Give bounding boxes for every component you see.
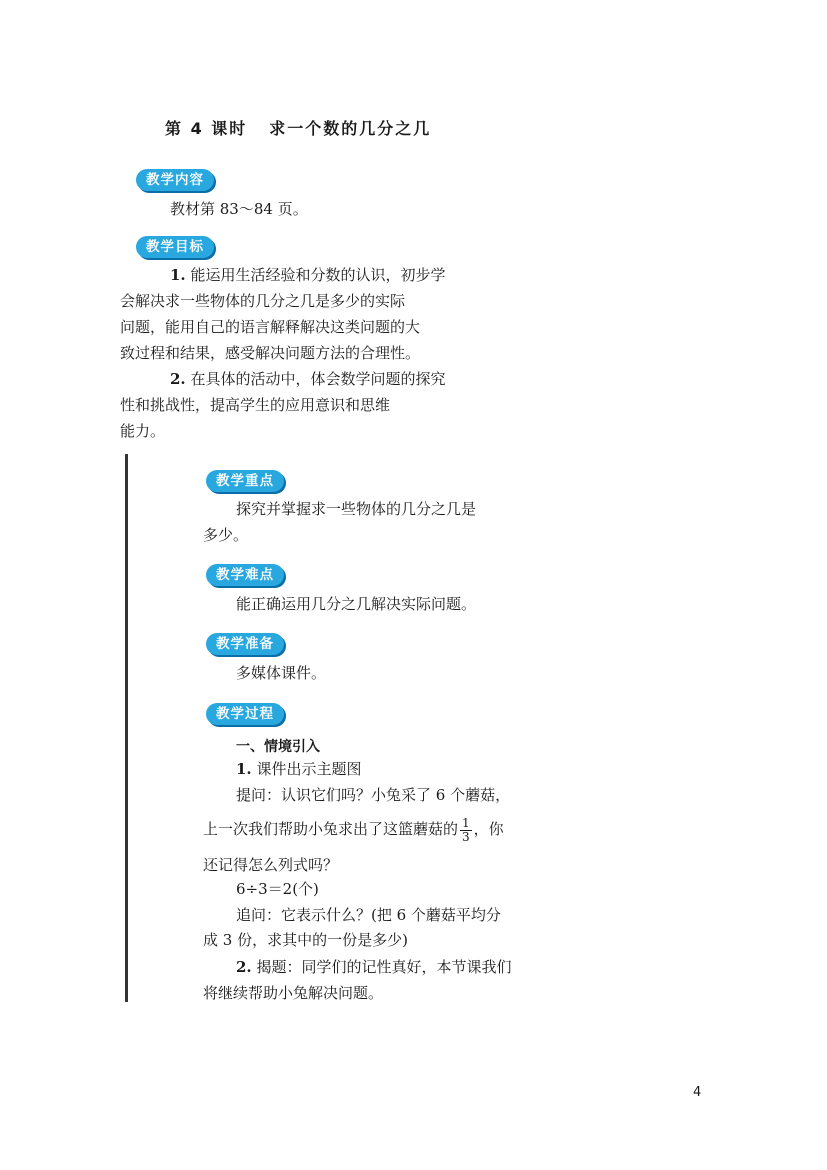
section-tag-difficulty: 教学难点 (206, 564, 284, 586)
goal-1-line: 能运用生活经验和分数的认识，初步学 (190, 266, 446, 284)
goal-2-number: 2. (170, 370, 186, 388)
follow-up-line-2: 成 3 份，求其中的一份是多少) (203, 931, 408, 949)
goal-1-number: 1. (170, 266, 186, 284)
lesson-number: 第 4 课时 (165, 119, 248, 138)
page-number: 4 (693, 1085, 702, 1100)
prep-text: 多媒体课件。 (236, 664, 327, 682)
goal-2-line: 在具体的活动中，体会数学问题的探究 (190, 370, 446, 388)
section-tag-prep: 教学准备 (206, 633, 284, 655)
goal-1-line: 问题，能用自己的语言解释解决这类问题的大 (120, 318, 421, 336)
goal-1-line: 会解决求一些物体的几分之几是多少的实际 (120, 292, 406, 310)
question-line-1: 提问：认识它们吗？小兔采了 6 个蘑菇， (236, 786, 511, 804)
follow-up-line-1: 追问：它表示什么？(把 6 个蘑菇平均分 (236, 906, 501, 924)
goals-item-2 (120, 366, 445, 444)
section-tag-goals: 教学目标 (136, 236, 214, 258)
fraction-one-third (460, 817, 472, 844)
step-2-line-2: 将继续帮助小兔解决问题。 (203, 984, 384, 1002)
question-line-2 (203, 814, 504, 844)
equation: 6÷3＝2(个) (236, 880, 319, 898)
lesson-title (165, 116, 431, 139)
question-line-2-pre: 上一次我们帮助小兔求出了这篮蘑菇的 (203, 820, 459, 838)
lesson-topic: 求一个数的几分之几 (269, 119, 432, 138)
key-line: 探究并掌握求一些物体的几分之几是 (236, 500, 477, 518)
section-tag-process: 教学过程 (206, 703, 284, 725)
process-step-2 (236, 954, 511, 980)
fraction-denominator: 3 (462, 829, 470, 844)
step-1-text: 课件出示主题图 (256, 760, 362, 778)
step-2-number: 2. (236, 958, 252, 976)
key-text (203, 496, 476, 548)
content-text: 教材第 83～84 页。 (170, 200, 308, 218)
step-2-line: 揭题：同学们的记性真好，本节课我们 (256, 958, 512, 976)
section-tag-content: 教学内容 (136, 169, 214, 191)
goal-1-line: 致过程和结果，感受解决问题方法的合理性。 (120, 344, 421, 362)
difficulty-text: 能正确运用几分之几解决实际问题。 (236, 595, 477, 613)
process-step-1 (236, 756, 361, 782)
margin-divider (125, 454, 128, 1002)
goal-2-line: 性和挑战性，提高学生的应用意识和思维 (120, 396, 391, 414)
goals-item-1 (120, 262, 445, 366)
fraction-numerator: 1 (462, 815, 470, 830)
process-subheading: 一、情境引入 (236, 739, 320, 755)
question-line-3: 还记得怎么列式吗？ (203, 856, 339, 874)
step-1-number: 1. (236, 760, 252, 778)
question-line-2-post: ，你 (473, 820, 504, 838)
section-tag-key: 教学重点 (206, 470, 284, 492)
key-line: 多少。 (203, 526, 249, 544)
goal-2-line: 能力。 (120, 422, 166, 440)
